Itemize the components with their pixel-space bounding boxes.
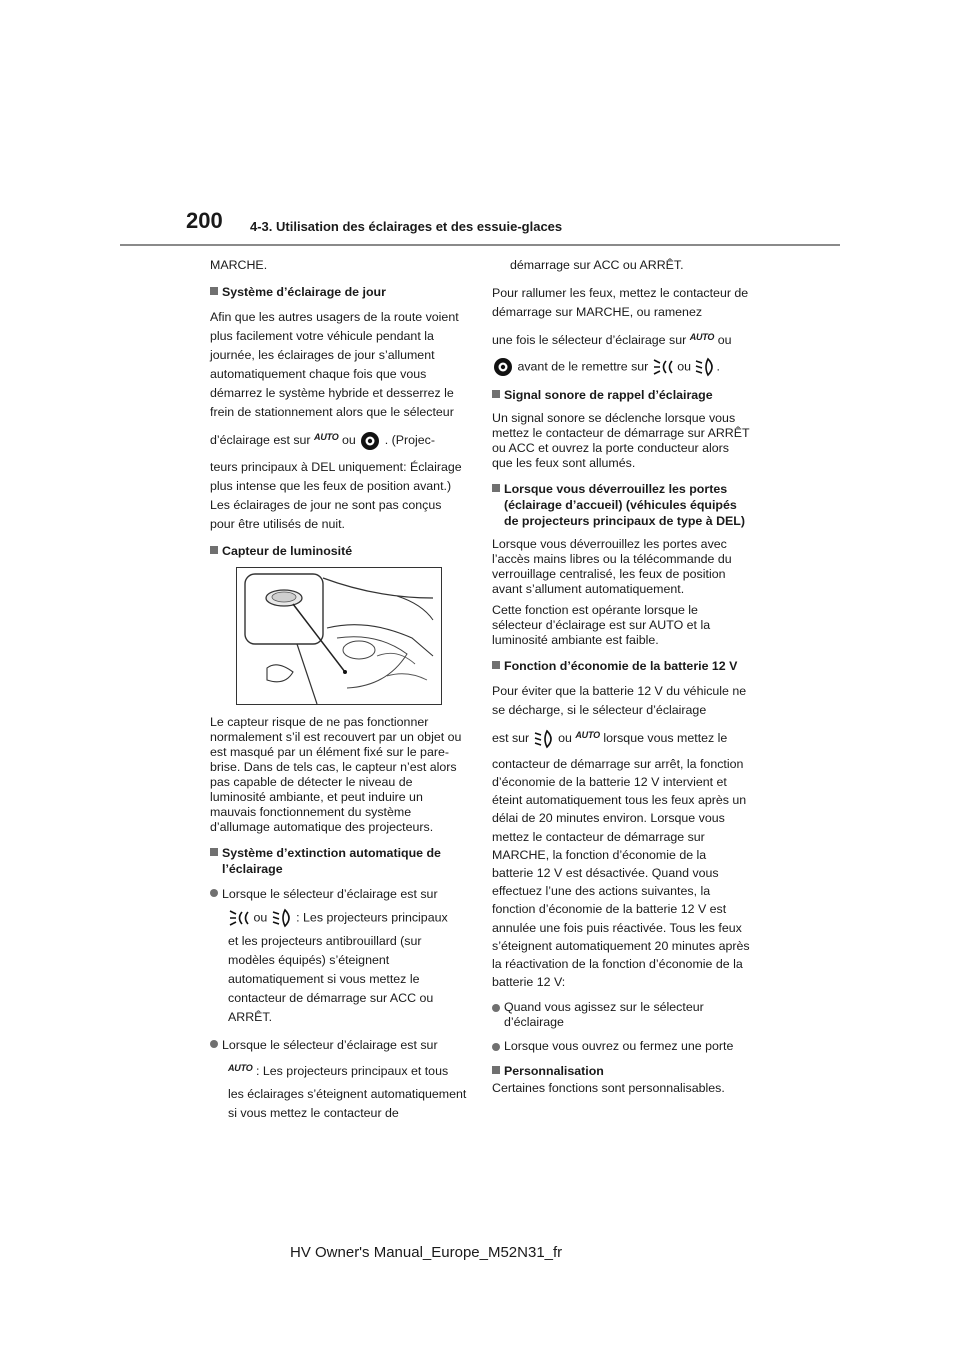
drl-text-2a: d’éclairage est sur: [210, 433, 311, 447]
bullet-text: Quand vous agissez sur le sélecteur d’éclairage: [504, 1000, 704, 1030]
paragraph-unlock-2: Cette fonction est opérante lorsque le sélecteur d’éclairage est sur AUTO et la luminosité ambiante est faible.: [492, 603, 711, 647]
heading-text: Système d’extinction automatique de l’éclairage: [222, 845, 441, 876]
heading-welcome-lights: [492, 481, 750, 529]
bullet-text: Lorsque le sélecteur d’éclairage est sur: [222, 1037, 438, 1052]
heading-text: Capteur de luminosité: [222, 543, 353, 558]
page-number: 200: [186, 208, 223, 233]
headlight-low-beam-icon: [271, 908, 293, 928]
heading-text: Lorsque vous déverrouillez les portes (éclairage d’accueil) (véhicules équipés de projecteurs principaux de type à DEL): [504, 482, 745, 528]
heading-text: Fonction d’économie de la batterie 12 V: [504, 659, 738, 673]
bullet-text-rest: et les projecteurs antibrouillard (sur modèles équipés) s’éteignent automatiquement si vous mettez le contacteur de démarrage sur ACC ou ARRÊT.: [228, 933, 434, 1024]
paragraph-relight-icons-2: [492, 356, 750, 378]
bullet-text: Lorsque vous ouvrez ou fermez une porte: [504, 1039, 734, 1054]
auto-icon: AUTO: [228, 1062, 253, 1073]
headlight-on-icon: [359, 430, 381, 452]
or-text: ou: [558, 731, 572, 745]
section-title: 4-3. Utilisation des éclairages et des essuie-glaces: [250, 219, 563, 234]
paragraph-drl: [210, 308, 468, 422]
square-bullet-icon: [210, 287, 218, 295]
headlight-on-icon: [492, 356, 514, 378]
heading-buzzer: [492, 387, 750, 403]
headlight-low-beam-icon: [694, 357, 716, 377]
paragraph-unlock-1: Lorsque vous déverrouillez les portes avec l’accès mains libres ou la télécommande du verrouillage centralisé, les feux de position avant s’allument automatiquement.: [492, 537, 732, 596]
position-lights-icon: [652, 358, 674, 376]
heading-battery-saver: [492, 658, 750, 674]
header-divider: [120, 244, 840, 246]
paragraph-relight-icons: [492, 328, 750, 350]
auto-icon: AUTO: [689, 332, 715, 342]
continuation-text: MARCHE.: [210, 258, 268, 272]
left-column: [210, 256, 468, 1132]
square-bullet-icon: [210, 546, 218, 554]
bullet-text-cont: : Les projecteurs principaux et tous: [256, 1063, 449, 1078]
relight-text-c: avant de le remettre sur: [517, 359, 649, 374]
bullet-text-cont: : Les projecteurs principaux: [296, 910, 448, 924]
heading-daytime-lights: [210, 284, 468, 300]
bullet-text-rest: les éclairages s’éteignent automatiquement si vous mettez le contacteur de: [228, 1086, 467, 1120]
round-bullet-icon: [210, 889, 218, 897]
battery-text-2a: est sur: [492, 731, 530, 745]
drl-text-2b: ou: [342, 433, 356, 447]
paragraph-battery-icons: [492, 726, 750, 749]
or-text: ou: [717, 333, 732, 347]
auto-icon: AUTO: [575, 730, 600, 740]
square-bullet-icon: [492, 390, 500, 398]
bullet-icons-line: [210, 908, 468, 928]
square-bullet-icon: [492, 484, 500, 492]
heading-text: Personnalisation: [504, 1064, 604, 1079]
paragraph-battery-1: Pour éviter que la batterie 12 V du véhicule ne se décharge, si le sélecteur d’éclairage: [492, 684, 747, 717]
list-item: [210, 885, 468, 904]
heading-auto-off: [210, 845, 468, 877]
square-bullet-icon: [492, 661, 500, 669]
bullet-text: Lorsque le sélecteur d’éclairage est sur: [222, 886, 438, 901]
footer-manual-id: HV Owner's Manual_Europe_M52N31_fr: [290, 1244, 563, 1261]
paragraph-customization: Certaines fonctions sont personnalisables.: [492, 1081, 725, 1096]
bullet-icons-line: [210, 1059, 468, 1081]
paragraph-relight: Pour rallumer les feux, mettez le contacteur de démarrage sur MARCHE, ou ramenez: [492, 286, 749, 319]
light-sensor-figure: [236, 567, 442, 705]
position-lights-icon: [228, 909, 250, 927]
heading-text: Signal sonore de rappel d’éclairage: [504, 388, 713, 402]
continuation-text: démarrage sur ACC ou ARRÊT.: [510, 258, 684, 272]
heading-text: Système d’éclairage de jour: [222, 285, 386, 299]
battery-text-2c: lorsque vous mettez le: [603, 731, 728, 745]
windshield-sensor-illustration: [237, 568, 441, 704]
list-item: [210, 1036, 468, 1055]
relight-text-b: une fois le sélecteur d’éclairage sur: [492, 333, 687, 347]
paragraph-buzzer: Un signal sonore se déclenche lorsque vous mettez le contacteur de démarrage sur ARRÊT ou ACC et ouvrez la porte conducteur alors que les feux sont allumés.: [492, 411, 750, 470]
list-item: [492, 1000, 750, 1030]
headlight-low-beam-icon: [533, 729, 555, 749]
round-bullet-icon: [492, 1004, 500, 1012]
drl-text-2c: . (Projec-: [384, 433, 435, 447]
round-bullet-icon: [492, 1043, 500, 1051]
list-item: [492, 1039, 750, 1054]
paragraph-drl-icons: [210, 428, 468, 452]
drl-text-1: Afin que les autres usagers de la route voient plus facilement votre véhicule pendant la journée, les éclairages de jour s’allument automatiquement chaque fois que vous démarrez le système hybride et desserrez le frein de stationnement alors que le sélecteur: [210, 310, 459, 419]
paragraph-sensor: Le capteur risque de ne pas fonctionner normalement s’il est recouvert par un objet ou est masqué par un élément fixé sur le pare-brise. Dans de tels cas, le capteur n’est alors pas capable de détecter le niveau de luminosité ambiante, et peut induire un mauvais fonctionnement du système d’allumage automatique des projecteurs.: [210, 714, 462, 834]
paragraph-drl-3: teurs principaux à DEL uniquement: Éclairage plus intense que les feux de position avant.) Les éclairages de jour ne sont pas conçus pour être utilisés de nuit.: [210, 459, 462, 531]
round-bullet-icon: [210, 1040, 218, 1048]
or-text: ou: [253, 910, 268, 924]
paragraph-battery-3: contacteur de démarrage sur arrêt, la fonction d’économie de la batterie 12 V intervient et éteint automatiquement tous les feux après un délai de 20 minutes environ. Lorsque vous mettez le contacteur de démarrage sur MARCHE, la fonction d’économie de la batterie 12 V est désactivée. Quand vous effectuez l’une des actions suivantes, la fonction d’économie de la batterie 12 V est annulée une fois puis réactivée. Tous les feux s’éteignent automatiquement 20 minutes après la réactivation de la fonction d’économie de la batterie 12 V:: [492, 756, 750, 990]
heading-customization: [492, 1063, 750, 1079]
right-column: [492, 256, 750, 1105]
square-bullet-icon: [210, 848, 218, 856]
period-text: .: [716, 359, 720, 374]
or-text: ou: [677, 359, 692, 374]
heading-light-sensor: [210, 543, 468, 559]
auto-icon: AUTO: [314, 432, 339, 442]
square-bullet-icon: [492, 1066, 500, 1074]
